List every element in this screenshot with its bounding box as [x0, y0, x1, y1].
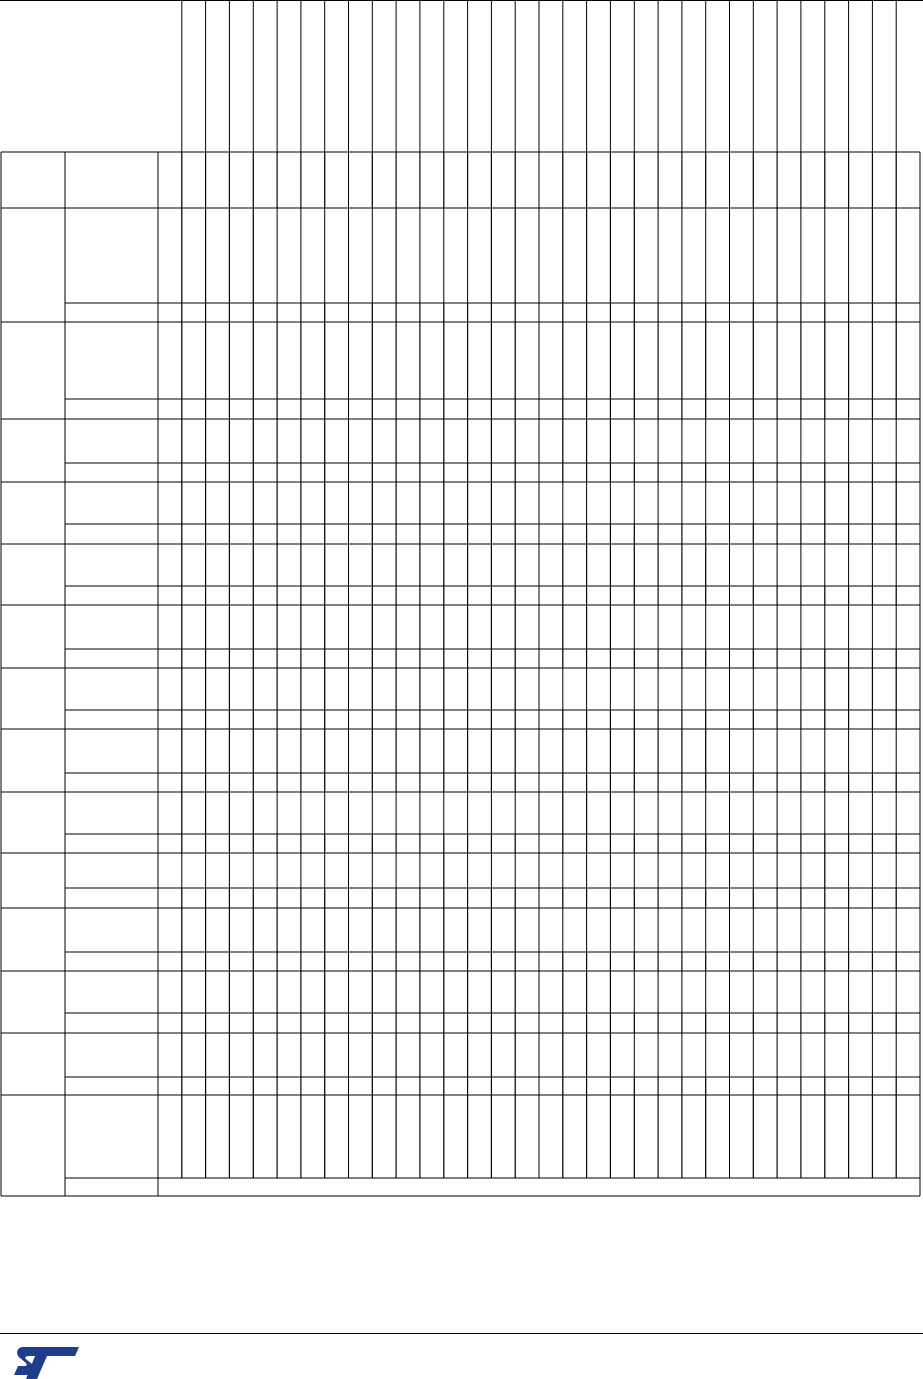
st-logo: [13, 1345, 83, 1379]
page-bottom-rule: [0, 1333, 923, 1334]
st-logo-mark: [14, 1347, 79, 1379]
